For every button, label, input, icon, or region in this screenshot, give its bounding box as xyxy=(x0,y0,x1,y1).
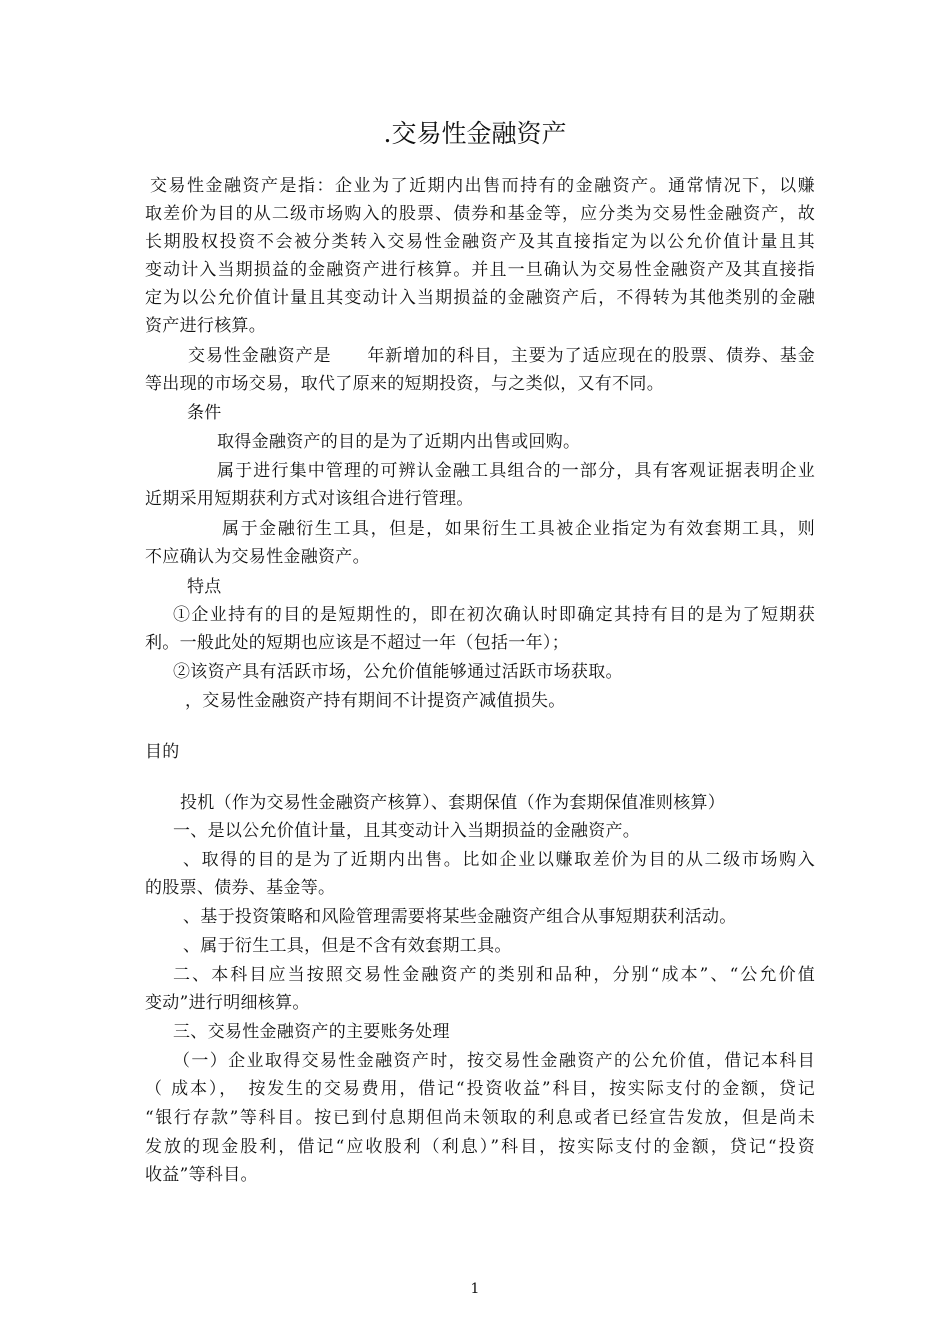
body-line: 长期股权投资不会被分类转入交易性金融资产及其直接指定为以公允价值计量且其 xyxy=(145,232,815,252)
body-line: （一）企业取得交易性金融资产时，按交易性金融资产的公允价值，借记本科目 xyxy=(173,1051,815,1071)
body-line: 发放的现金股利，借记“应收股利（利息）”科目，按实际支付的金额，贷记“投资 xyxy=(145,1137,815,1157)
body-line: 、属于衍生工具，但是不含有效套期工具。 xyxy=(183,936,512,956)
body-line: 二、本科目应当按照交易性金融资产的类别和品种，分别“成本”、“公允价值 xyxy=(173,965,815,985)
body-line: 投机（作为交易性金融资产核算）、套期保值（作为套期保值准则核算） xyxy=(180,793,726,813)
section-heading: 目的 xyxy=(145,742,180,762)
body-line: 、基于投资策略和风险管理需要将某些金融资产组合从事短期获利活动。 xyxy=(183,907,737,927)
body-line: “银行存款”等科目。按已到付息期但尚未领取的利息或者已经宣告发放，但是尚未 xyxy=(145,1108,815,1128)
body-line: 一、是以公允价值计量，且其变动计入当期损益的金融资产。 xyxy=(173,821,641,841)
body-line: 近期采用短期获利方式对该组合进行管理。 xyxy=(145,489,474,509)
body-line: 取得金融资产的目的是为了近期内出售或回购。 xyxy=(217,432,581,452)
page-title: .交易性金融资产 xyxy=(383,119,567,148)
body-line: 收益”等科目。 xyxy=(145,1165,258,1185)
section-heading: 条件 xyxy=(187,403,222,423)
body-line: 资产进行核算。 xyxy=(145,316,267,336)
body-line: 属于进行集中管理的可辨认金融工具组合的一部分，具有客观证据表明企业 xyxy=(217,461,815,481)
body-line: 变动”进行明细核算。 xyxy=(145,993,310,1013)
body-line: 不应确认为交易性金融资产。 xyxy=(145,547,370,567)
body-line: 定为以公允价值计量且其变动计入当期损益的金融资产后，不得转为其他类别的金融 xyxy=(145,288,815,308)
body-line: 等出现的市场交易，取代了原来的短期投资，与之类似，又有不同。 xyxy=(145,374,664,394)
body-line: 取差价为目的从二级市场购入的股票、债券和基金等，应分类为交易性金融资产，故 xyxy=(145,204,815,224)
body-line: 交易性金融资产是 年新增加的科目，主要为了适应现在的股票、债券、基金 xyxy=(188,346,815,366)
body-line: （ 成本）， 按发生的交易费用，借记“投资收益”科目，按实际支付的金额，贷记 xyxy=(145,1079,815,1099)
section-heading: 特点 xyxy=(187,577,222,597)
body-line: 的股票、债券、基金等。 xyxy=(145,878,336,898)
body-line: 属于金融衍生工具，但是，如果衍生工具被企业指定为有效套期工具，则 xyxy=(222,519,815,539)
body-line: 、取得的目的是为了近期内出售。比如企业以赚取差价为目的从二级市场购入 xyxy=(183,850,815,870)
body-line: 交易性金融资产是指：企业为了近期内出售而持有的金融资产。通常情况下，以赚 xyxy=(150,176,815,196)
body-line: ①企业持有的目的是短期性的，即在初次确认时即确定其持有目的是为了短期获 xyxy=(173,605,815,625)
body-line: ②该资产具有活跃市场，公允价值能够通过活跃市场获取。 xyxy=(173,662,623,682)
section-heading: 三、交易性金融资产的主要账务处理 xyxy=(173,1022,450,1042)
page-number: 1 xyxy=(470,1281,480,1297)
body-line: 变动计入当期损益的金融资产进行核算。并且一旦确认为交易性金融资产及其直接指 xyxy=(145,260,815,280)
body-line: 利。一般此处的短期也应该是不超过一年（包括一年）； xyxy=(145,633,569,653)
body-line: ，交易性金融资产持有期间不计提资产减值损失。 xyxy=(185,691,566,711)
